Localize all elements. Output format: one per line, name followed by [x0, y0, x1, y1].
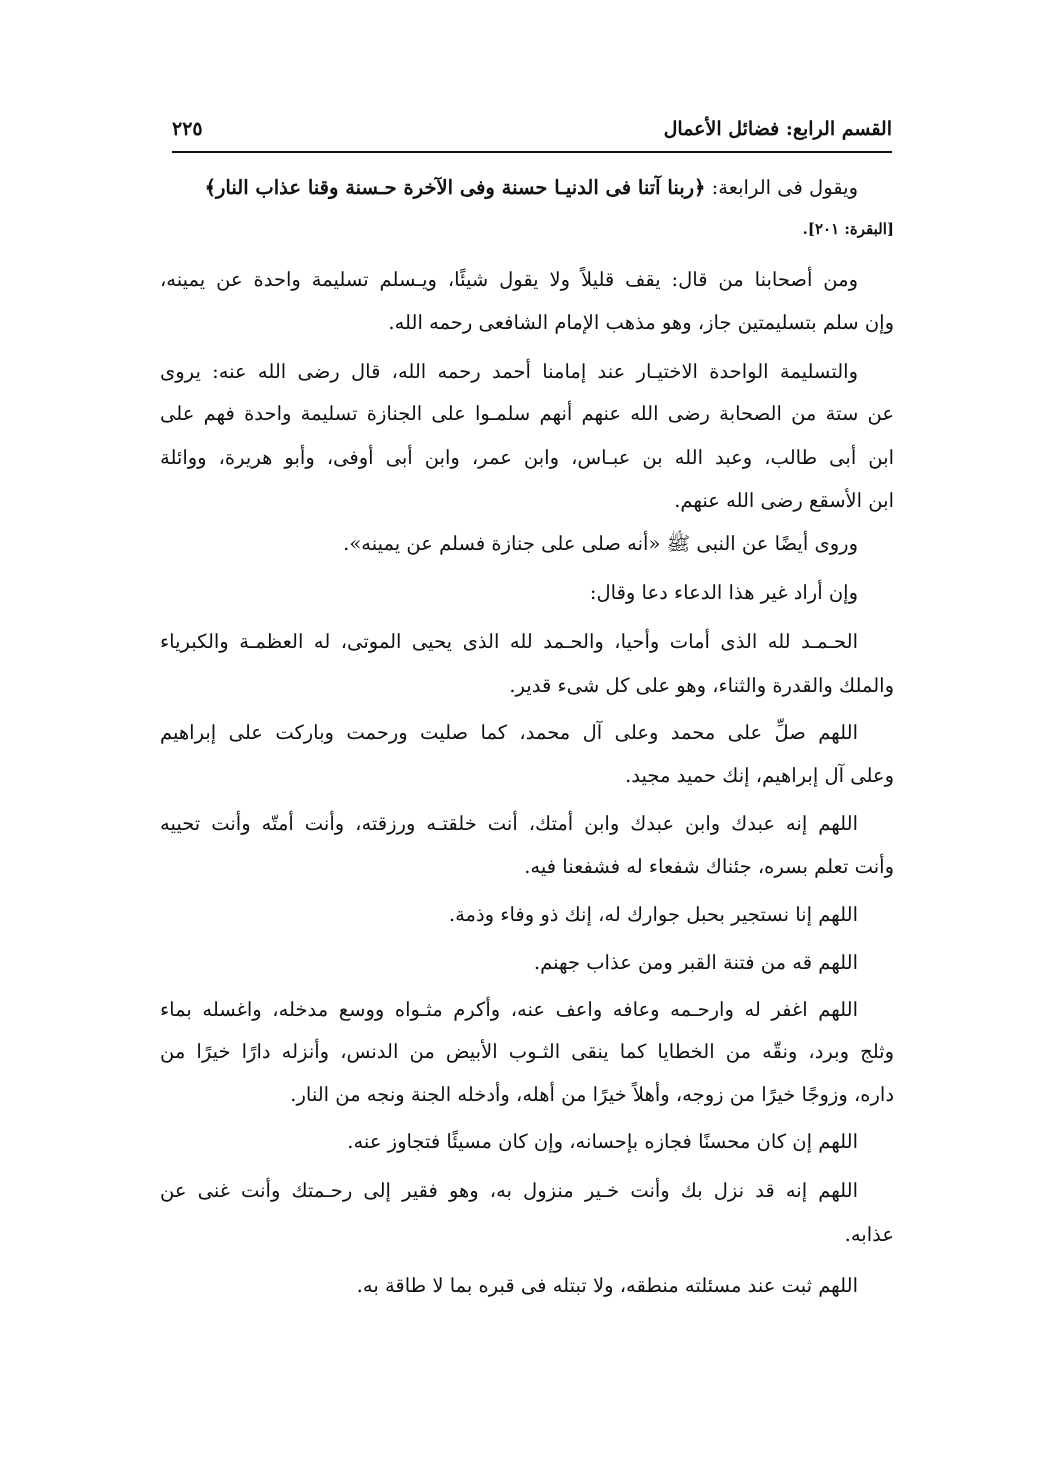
paragraph-line: وعلى آل إبراهيم، إنك حميد مجيد.: [625, 764, 894, 787]
verse-intro: ويقول فى الرابعة:: [705, 176, 858, 199]
paragraph-line: عن ستة من الصحابة رضى الله عنهم أنهم سلمـوا على الجنازة تسليمة واحدة فهم على: [160, 402, 894, 425]
paragraph-line: اللهم صلِّ على محمد وعلى آل محمد، كما صليت ورحمت وباركت على إبراهيم: [160, 721, 858, 744]
paragraph-line: اللهم إنه قد نزل بك وأنت خـير منزول به، وهو فقير إلى رحـمتك وأنت غنى عن: [160, 1179, 858, 1202]
paragraph-line: والملك والقدرة والثناء، وهو على كل شىء قدير.: [509, 674, 894, 697]
quran-verse: ﴿ربنا آتنا فى الدنيـا حسنة وفى الآخرة حـسنة وقنا عذاب النار﴾: [204, 176, 706, 199]
paragraph-line: وإن سلم بتسليمتين جاز، وهو مذهب الإمام الشافعى رحمه الله.: [388, 311, 894, 334]
paragraph-line: اللهم إنه عبدك وابن عبدك وابن أمتك، أنت خلقتـه ورزقته، وأنت أمتّه وأنت تحييه: [160, 812, 858, 835]
paragraph-line: وإن أراد غير هذا الدعاء دعا وقال:: [589, 581, 858, 604]
running-header: [172, 118, 892, 148]
section-title: القسم الرابع: فضائل الأعمال: [663, 118, 892, 140]
paragraph-line: والتسليمة الواحدة الاختيـار عند إمامنا أحمد رحمه الله، قال رضى الله عنه: يروى: [160, 360, 858, 383]
verse-reference: [البقرة: ٢٠١].: [802, 220, 894, 238]
paragraph-line: عذابه.: [844, 1223, 894, 1246]
paragraph-line: اللهم إن كان محسنًا فجازه بإحسانه، وإن كان مسيئًا فتجاوز عنه.: [347, 1130, 858, 1153]
paragraph-line: اللهم ثبت عند مسئلته منطقه، ولا تبتله فى قبره بما لا طاقة به.: [356, 1274, 858, 1297]
paragraph-line: الحـمـد لله الذى أمات وأحيا، والحـمد لله الذى يحيى الموتى، له العظمـة والكبرياء: [160, 630, 858, 653]
paragraph-line: وثلج وبرد، ونقّه من الخطايا كما ينقى الثـوب الأبيض من الدنس، وأنزله دارًا خيرًا من: [160, 1040, 894, 1063]
paragraph-line: وأنت تعلم بسره، جئناك شفعاء له فشفعنا فيه.: [524, 855, 894, 878]
paragraph-line: داره، وزوجًا خيرًا من زوجه، وأهلاً خيرًا من أهله، وأدخله الجنة ونجه من النار.: [290, 1083, 894, 1106]
paragraph-line: اللهم قه من فتنة القبر ومن عذاب جهنم.: [533, 951, 858, 974]
paragraph-line: اللهم اغفر له وارحـمه وعافه واعف عنه، وأكرم مثـواه ووسع مدخله، واغسله بماء: [160, 998, 858, 1021]
paragraph-line: ابن أبى طالب، وعبد الله بن عبـاس، وابن عمر، وابن أبى أوفى، وأبو هريرة، ووائلة: [160, 446, 895, 469]
header-rule: [172, 151, 892, 153]
paragraph-line: [205, 168, 858, 208]
paragraph-line: ابن الأسقع رضى الله عنهم.: [674, 489, 894, 512]
paragraph-line: ومن أصحابنا من قال: يقف قليلاً ولا يقول شيئًا، ويـسلم تسليمة واحدة عن يمينه،: [160, 268, 858, 291]
page-number: ٢٢٥: [172, 118, 203, 140]
paragraph-line: اللهم إنا نستجير بحبل جوارك له، إنك ذو وفاء وذمة.: [448, 903, 858, 926]
paragraph-line: وروى أيضًا عن النبى ﷺ «أنه صلى على جنازة فسلم عن يمينه».: [343, 532, 858, 555]
paragraph-line: [803, 208, 894, 248]
